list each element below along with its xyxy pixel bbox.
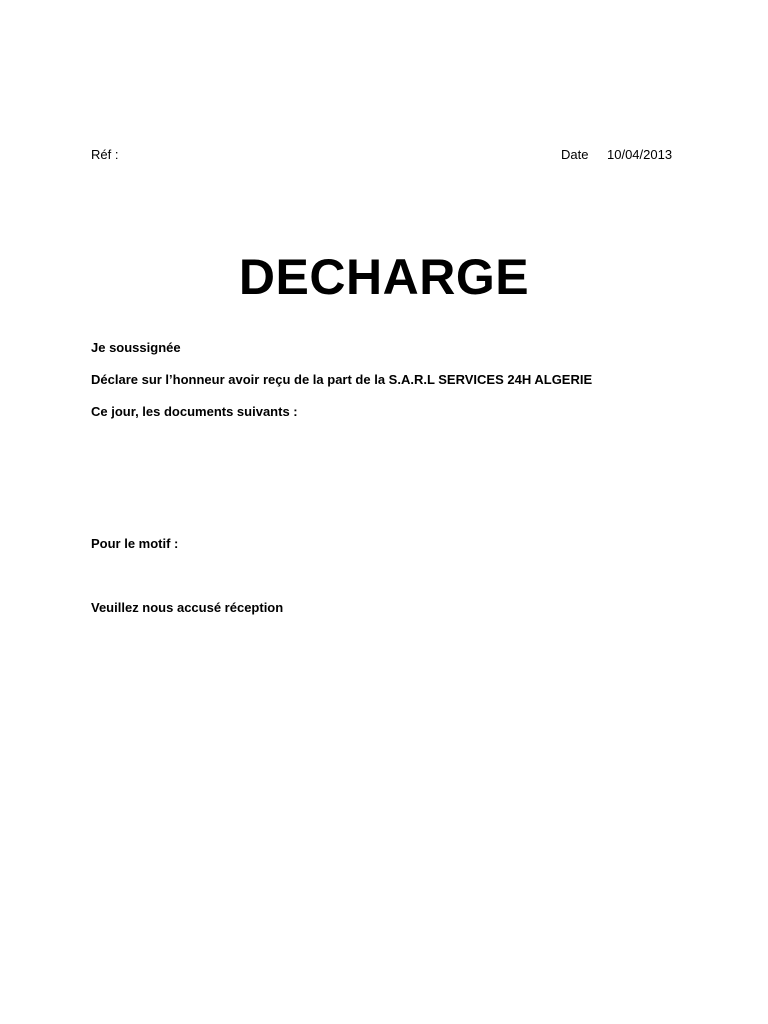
signatory-line: Je soussignée <box>91 340 181 355</box>
acknowledgement-line: Veuillez nous accusé réception <box>91 600 284 615</box>
reason-line: Pour le motif : <box>91 536 179 551</box>
date-value: 10/04/2013 <box>607 147 673 162</box>
document-title: DECHARGE <box>238 249 530 305</box>
documents-line: Ce jour, les documents suivants : <box>91 404 298 419</box>
reference-label: Réf : <box>91 147 119 162</box>
declaration-line: Déclare sur l’honneur avoir reçu de la part de la S.A.R.L SERVICES 24H ALGERIE <box>91 372 593 387</box>
date-label: Date <box>561 147 589 162</box>
